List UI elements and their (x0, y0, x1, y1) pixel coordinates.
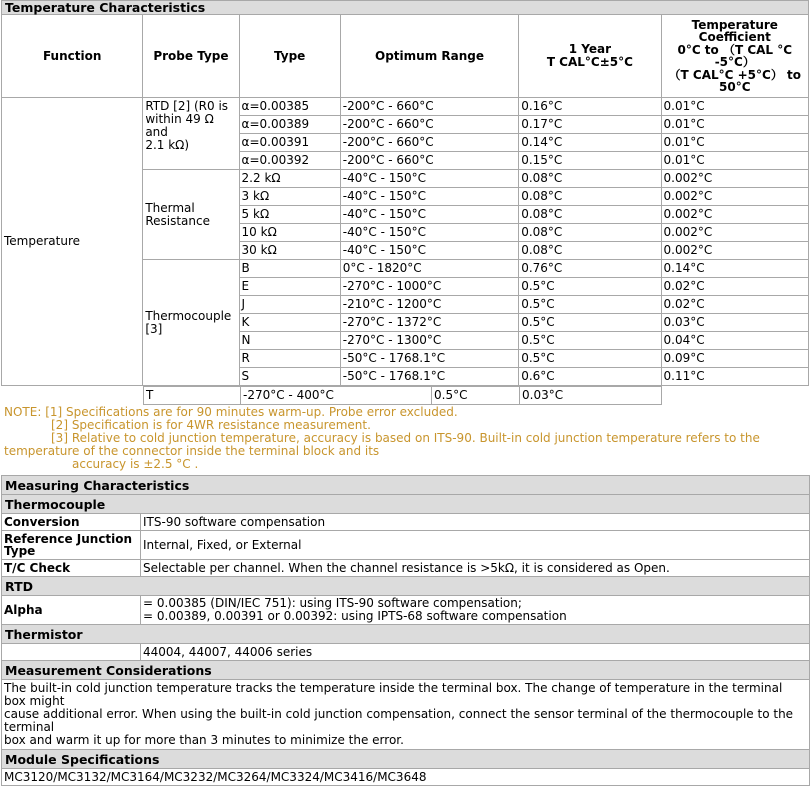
table-cell-coeff: 0.02°C (661, 296, 808, 314)
table-cell-coeff: 0.002°C (661, 224, 808, 242)
probe-rtd-line2: within 49 Ω (145, 112, 214, 126)
table-cell-range: -50°C - 1768.1°C (340, 350, 518, 368)
table-cell-type: J (239, 296, 340, 314)
row-label-thermistor-empty (2, 644, 141, 661)
header-coeff-line5: （T CAL°C +5°C） to (668, 67, 801, 82)
note-line-1: NOTE: [1] Specifications are for 90 minutes warm-up. Probe error excluded. (4, 405, 458, 419)
row-value-alpha (141, 596, 810, 625)
row-label-conversion: Conversion (2, 514, 141, 531)
table-cell-year: 0.16°C (519, 98, 661, 116)
header-type: Type (239, 15, 340, 98)
table-cell-year: 0.5°C (519, 332, 661, 350)
table-cell-year: 0.5°C (519, 314, 661, 332)
probe-rtd (143, 98, 239, 170)
considerations-line-1: The built-in cold junction temperature tracks the temperature inside the terminal box. The change of temperature in the terminal box might (4, 681, 783, 708)
module-models: MC3120/MC3132/MC3164/MC3232/MC3264/MC3324/MC3416/MC3648 (2, 769, 810, 786)
table-cell-type: R (239, 350, 340, 368)
table-cell-year: 0.5°C (519, 296, 661, 314)
table-cell-coeff: 0.02°C (661, 278, 808, 296)
section-title-temperature: Temperature Characteristics (2, 1, 809, 15)
row-label-alpha: Alpha (2, 596, 141, 625)
considerations-line-3: box and warm it up for more than 3 minutes to minimize the error. (4, 733, 404, 747)
alpha-line-2: = 0.00389, 0.00391 or 0.00392: using IPTS-68 software compensation (143, 609, 567, 623)
probe-rtd-line4: 2.1 kΩ) (145, 138, 190, 152)
table-cell-type: α=0.00385 (239, 98, 340, 116)
probe-rtd-line3: and (145, 125, 168, 139)
note-line-2: [2] Specification is for 4WR resistance measurement. (51, 418, 371, 432)
table-cell-year: 0.6°C (519, 368, 661, 386)
table-cell-type: T (144, 387, 241, 405)
row-value-reference-junction: Internal, Fixed, or External (141, 531, 810, 560)
table-cell-coeff: 0.01°C (661, 152, 808, 170)
table-cell-type: 30 kΩ (239, 242, 340, 260)
header-coeff-line4: -5°C） (714, 55, 755, 69)
header-temp-coefficient (661, 15, 808, 98)
table-cell-coeff: 0.14°C (661, 260, 808, 278)
section-title-considerations: Measurement Considerations (2, 661, 810, 680)
table-cell-range: -40°C - 150°C (340, 224, 518, 242)
table-cell-type: K (239, 314, 340, 332)
row-value-thermistor: 44004, 44007, 44006 series (141, 644, 810, 661)
table-cell-range: -200°C - 660°C (340, 116, 518, 134)
table-cell-year: 0.14°C (519, 134, 661, 152)
table-cell-coeff: 0.11°C (661, 368, 808, 386)
header-coeff-line1: Temperature (691, 17, 778, 32)
table-cell-range: -270°C - 1300°C (340, 332, 518, 350)
table-cell-type: 2.2 kΩ (239, 170, 340, 188)
table-cell-coeff: 0.002°C (661, 170, 808, 188)
subsection-thermistor: Thermistor (2, 625, 810, 644)
probe-thermocouple-line1: Thermocouple (145, 308, 232, 323)
table-cell-type: E (239, 278, 340, 296)
probe-thermal-line1: Thermal (145, 200, 195, 215)
table-cell-range: -270°C - 400°C (241, 387, 432, 405)
table-cell-year: 0.08°C (519, 188, 661, 206)
section-title-module: Module Specifications (2, 750, 810, 769)
table-cell-year: 0.17°C (519, 116, 661, 134)
table-cell-range: -40°C - 150°C (340, 170, 518, 188)
temperature-characteristics-table (1, 0, 809, 386)
table-cell-coeff: 0.03°C (661, 314, 808, 332)
row-value-tc-check: Selectable per channel. When the channel resistance is >5kΩ, it is considered as Open. (141, 560, 810, 577)
table-cell-range: -200°C - 660°C (340, 98, 518, 116)
header-function: Function (2, 15, 143, 98)
table-cell-type: 3 kΩ (239, 188, 340, 206)
table-cell-coeff: 0.01°C (661, 134, 808, 152)
table-cell-coeff: 0.03°C (520, 387, 662, 405)
alpha-line-1: = 0.00385 (DIN/IEC 751): using ITS-90 software compensation; (143, 596, 522, 610)
table-cell-year: 0.5°C (432, 387, 520, 405)
table-cell-type: B (239, 260, 340, 278)
table-cell-coeff: 0.002°C (661, 188, 808, 206)
table-cell-year: 0.08°C (519, 206, 661, 224)
table-cell-type: α=0.00389 (239, 116, 340, 134)
row-value-conversion: ITS-90 software compensation (141, 514, 810, 531)
table-cell-coeff: 0.04°C (661, 332, 808, 350)
table-cell-range: -50°C - 1768.1°C (340, 368, 518, 386)
considerations-text (2, 680, 810, 750)
table-cell-type: α=0.00392 (239, 152, 340, 170)
table-cell-range: -40°C - 150°C (340, 188, 518, 206)
subsection-thermocouple: Thermocouple (2, 495, 810, 514)
considerations-line-2: cause additional error. When using the built-in cold junction compensation, connect the sensor terminal of the thermocouple to the terminal (4, 707, 794, 734)
table-cell-range: -270°C - 1000°C (340, 278, 518, 296)
row-label-tc-check: T/C Check (2, 560, 141, 577)
probe-thermocouple-line2: [3] (145, 321, 163, 336)
table-cell-range: -270°C - 1372°C (340, 314, 518, 332)
header-one-year-line1: 1 Year (568, 42, 612, 56)
table-cell-year: 0.08°C (519, 224, 661, 242)
notes-block (4, 406, 804, 471)
header-one-year (519, 15, 661, 98)
table-cell-year: 0.08°C (519, 242, 661, 260)
header-coeff-line2: Coefficient (698, 30, 771, 44)
table-cell-coeff: 0.01°C (661, 116, 808, 134)
table-cell-coeff: 0.09°C (661, 350, 808, 368)
header-one-year-line2: T CAL°C±5°C (546, 55, 633, 69)
header-coeff-line6: 50°C (719, 80, 751, 94)
subsection-rtd: RTD (2, 577, 810, 596)
table-cell-range: -210°C - 1200°C (340, 296, 518, 314)
thermocouple-t-row (143, 386, 662, 405)
table-cell-coeff: 0.002°C (661, 206, 808, 224)
probe-thermocouple (143, 260, 239, 386)
table-cell-type: S (239, 368, 340, 386)
table-cell-type: 5 kΩ (239, 206, 340, 224)
table-cell-range: -200°C - 660°C (340, 134, 518, 152)
table-cell-type: α=0.00391 (239, 134, 340, 152)
probe-thermal-line2: Resistance (145, 213, 210, 228)
table-cell-year: 0.08°C (519, 170, 661, 188)
table-cell-year: 0.5°C (519, 278, 661, 296)
table-cell-range: 0°C - 1820°C (340, 260, 518, 278)
table-cell-range: -200°C - 660°C (340, 152, 518, 170)
header-optimum-range: Optimum Range (340, 15, 518, 98)
table-cell-coeff: 0.002°C (661, 242, 808, 260)
note-line-4: accuracy is ±2.5 °C . (72, 457, 199, 471)
measuring-characteristics-table (1, 475, 810, 786)
header-coeff-line3: 0°C to （T CAL °C (677, 42, 793, 57)
table-cell-coeff: 0.01°C (661, 98, 808, 116)
probe-rtd-line1: RTD [2] (R0 is (145, 99, 229, 113)
table-cell-range: -40°C - 150°C (340, 242, 518, 260)
row-label-reference-junction: Reference Junction Type (2, 531, 141, 560)
table-cell-type: N (239, 332, 340, 350)
note-line-3: [3] Relative to cold junction temperature, accuracy is based on ITS-90. Built-in cold junction temperature refers to the temperature of the connector inside the terminal block and its (4, 431, 760, 458)
table-cell-year: 0.15°C (519, 152, 661, 170)
probe-thermal-resistance (143, 170, 239, 260)
section-title-measuring: Measuring Characteristics (2, 476, 810, 495)
table-cell-year: 0.76°C (519, 260, 661, 278)
table-cell-type: 10 kΩ (239, 224, 340, 242)
table-cell-range: -40°C - 150°C (340, 206, 518, 224)
table-cell-year: 0.5°C (519, 350, 661, 368)
function-temperature: Temperature (2, 98, 143, 386)
header-probe-type: Probe Type (143, 15, 239, 98)
